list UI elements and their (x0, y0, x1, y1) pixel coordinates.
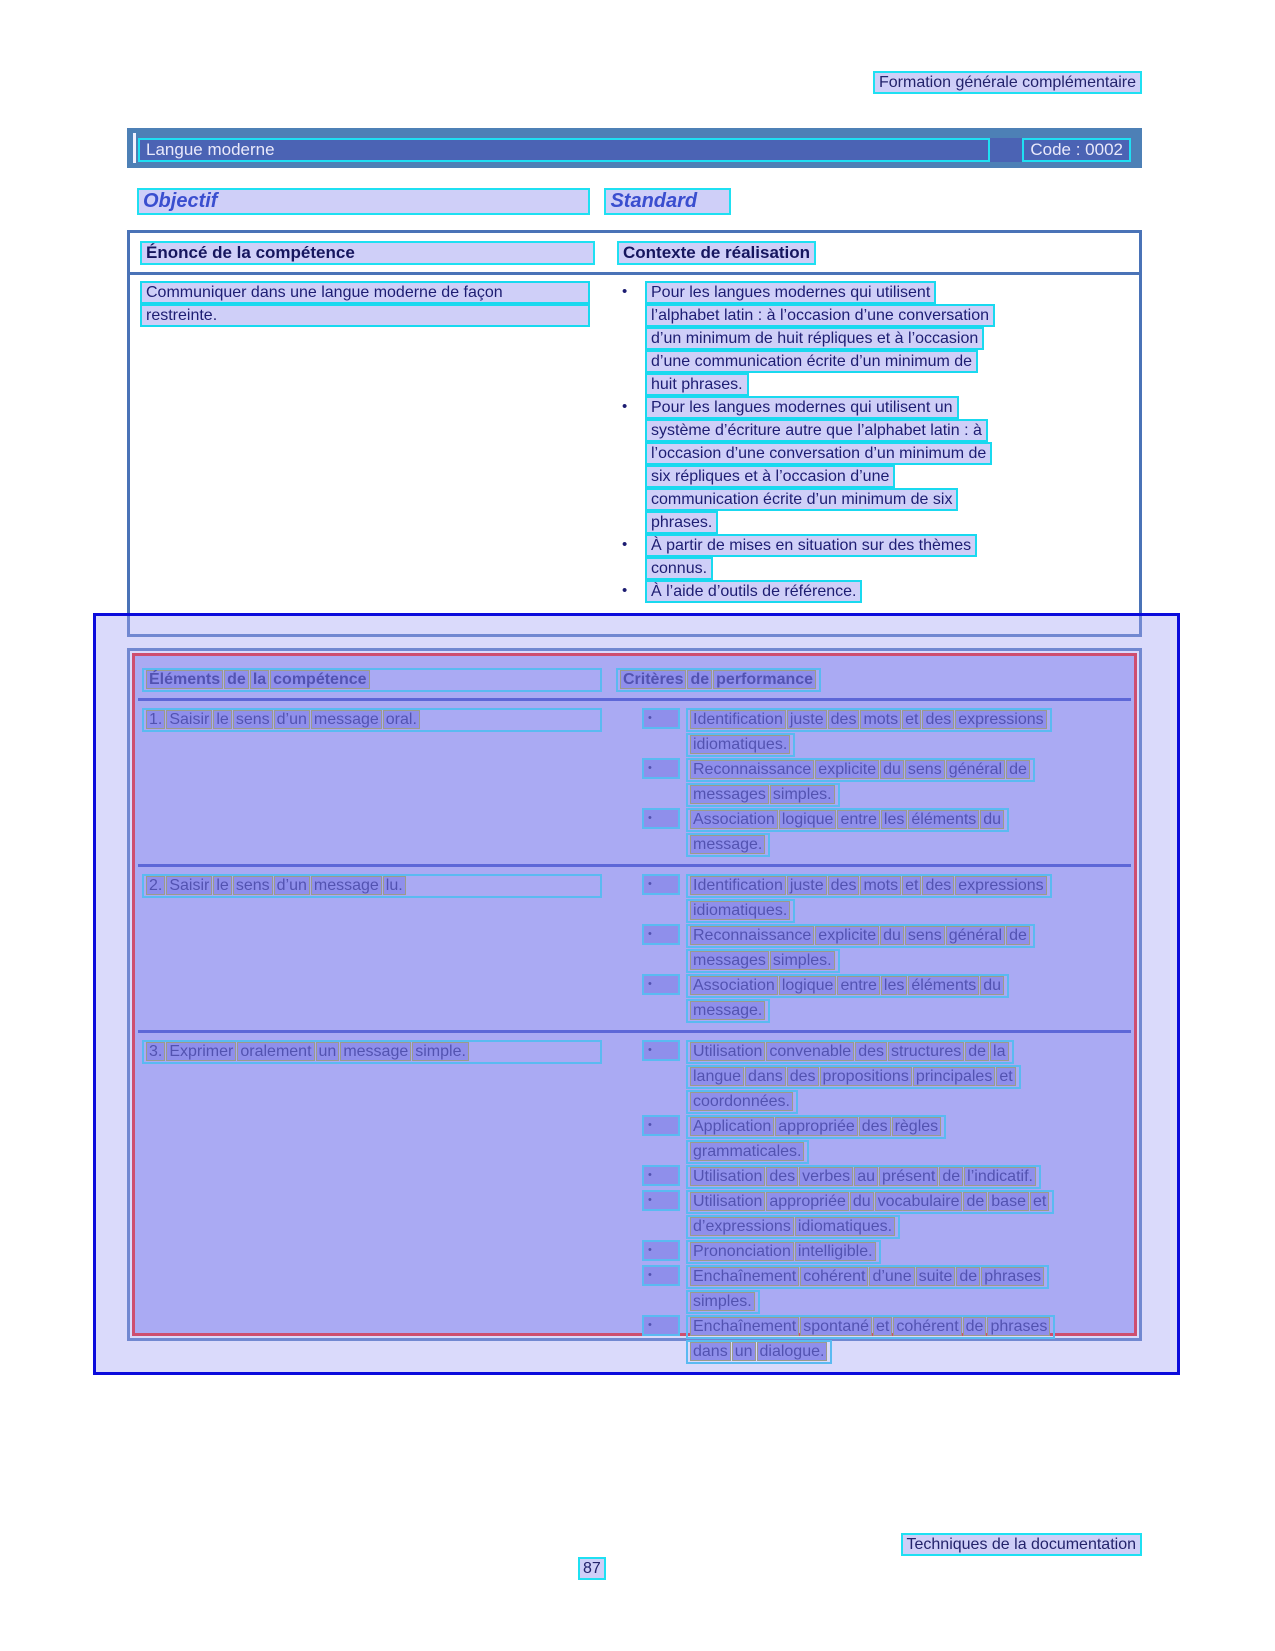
criteria-line-row (642, 1240, 1131, 1264)
word-highlight: structures (888, 1042, 964, 1061)
word-highlight: et (996, 1067, 1015, 1086)
word-highlight: Reconnaissance (690, 760, 814, 779)
line-highlight: huit phrases. (645, 373, 749, 396)
word-highlight: langue (690, 1067, 744, 1086)
line-highlight: l’alphabet latin : à l’occasion d’une conversation (645, 304, 995, 327)
line-highlight (686, 999, 770, 1023)
word-highlight: un (316, 1042, 340, 1061)
line-highlight (686, 1065, 1021, 1089)
elements-table-header (138, 659, 1131, 701)
line-highlight (686, 899, 795, 923)
word-highlight: propositions (820, 1067, 912, 1086)
bullet-marker: • (642, 758, 680, 779)
line-highlight (686, 1140, 809, 1164)
line-highlight: système d’écriture autre que l’alphabet latin : à (645, 419, 988, 442)
bullet-marker: • (642, 1265, 680, 1286)
criteria-line-row (642, 1290, 1131, 1314)
word-highlight: de (956, 1267, 980, 1286)
word-highlight: mots (860, 710, 901, 729)
statement-line-row (140, 304, 617, 327)
context-line-row (617, 419, 1139, 442)
running-header: Formation générale complémentaire (873, 71, 1142, 94)
criteria-line-row (642, 708, 1131, 732)
criteria-line-row (642, 1165, 1131, 1189)
t1-col2-header-cell (617, 241, 816, 265)
word-highlight: des (922, 876, 954, 895)
word-highlight: compétence (270, 670, 369, 689)
word-highlight: de (1006, 926, 1030, 945)
word-highlight: appropriée (766, 1192, 849, 1211)
element-cell (142, 874, 616, 1024)
bullet-marker: • (642, 1190, 680, 1211)
context-line-row (617, 442, 1139, 465)
word-highlight: grammaticales. (690, 1142, 804, 1161)
criteria-line-row (642, 1140, 1131, 1164)
line-highlight (686, 1340, 832, 1364)
bullet-marker: • (642, 708, 680, 729)
word-highlight: d’un (274, 710, 310, 729)
word-highlight: message (340, 1042, 411, 1061)
line-highlight (686, 1240, 881, 1264)
criteria-line-row (642, 1115, 1131, 1139)
word-highlight: expressions (955, 710, 1046, 729)
line-highlight: d’une communication écrite d’un minimum de (645, 350, 978, 373)
word-highlight: appropriée (775, 1117, 858, 1136)
word-highlight: idiomatiques. (690, 735, 790, 754)
criteria-line-row (642, 1040, 1131, 1064)
page-number: 87 (578, 1557, 606, 1580)
word-highlight: au (854, 1167, 878, 1186)
section-headings (137, 188, 731, 215)
word-highlight: de (939, 1167, 963, 1186)
word-highlight: dialogue. (757, 1342, 828, 1361)
word-highlight: règles (892, 1117, 942, 1136)
line-highlight (686, 733, 795, 757)
word-highlight: Identification (690, 710, 786, 729)
word-highlight: coordonnées. (690, 1092, 793, 1111)
criteria-cell (616, 1040, 1131, 1365)
word-highlight: et (873, 1317, 892, 1336)
word-highlight: cohérent (893, 1317, 961, 1336)
competence-table (127, 230, 1142, 637)
line-highlight (686, 1090, 798, 1114)
bullet-marker: • (642, 1115, 680, 1136)
word-highlight: éléments (908, 810, 979, 829)
word-highlight: Éléments (146, 670, 223, 689)
word-highlight: lu. (383, 876, 406, 895)
word-highlight: simples. (770, 951, 835, 970)
criteria-line-row (642, 1190, 1131, 1214)
word-highlight: base (988, 1192, 1029, 1211)
word-highlight: idiomatiques. (690, 901, 790, 920)
line-highlight (686, 949, 840, 973)
word-highlight: des (766, 1167, 798, 1186)
word-highlight: Association (690, 976, 778, 995)
word-highlight: simples. (770, 785, 835, 804)
word-highlight: dans (745, 1067, 786, 1086)
line-highlight: Pour les langues modernes qui utilisent (645, 281, 936, 304)
word-highlight: de (224, 670, 249, 689)
table-row (138, 1030, 1131, 1371)
word-highlight: un (732, 1342, 756, 1361)
word-highlight: le (213, 876, 231, 895)
word-highlight: Exprimer (166, 1042, 236, 1061)
word-highlight: Utilisation (690, 1042, 765, 1061)
line-highlight (686, 833, 770, 857)
word-highlight: Critères (620, 670, 686, 689)
word-highlight: d’un (274, 876, 310, 895)
t1-col1-header: Énoncé de la compétence (140, 241, 595, 265)
t2-col2-header-cell (616, 668, 1131, 692)
line-highlight (686, 1165, 1041, 1189)
bullet-marker: • (642, 924, 680, 945)
line-highlight (686, 758, 1035, 782)
competence-table-header (130, 233, 1139, 275)
bullet-marker: • (622, 536, 628, 553)
word-highlight: du (880, 760, 904, 779)
competence-table-body (130, 275, 1139, 603)
word-highlight: des (828, 710, 860, 729)
word-highlight: messages (690, 785, 769, 804)
context-line-row (617, 534, 1139, 557)
footer-text: Techniques de la documentation (901, 1533, 1143, 1556)
line-highlight (686, 974, 1009, 998)
bullet-marker: • (642, 808, 680, 829)
word-highlight: expressions (955, 876, 1046, 895)
line-highlight (142, 1040, 602, 1064)
line-highlight: À partir de mises en situation sur des thèmes (645, 534, 977, 557)
table-row (138, 701, 1131, 864)
criteria-line-row (642, 1340, 1131, 1364)
word-highlight: juste (787, 710, 827, 729)
line-highlight: Pour les langues modernes qui utilisent un (645, 396, 959, 419)
line-highlight: l’occasion d’une conversation d’un minimum de (645, 442, 992, 465)
context-line-row (617, 327, 1139, 350)
word-highlight: éléments (908, 976, 979, 995)
bullet-marker: • (642, 1315, 680, 1336)
line-highlight (686, 874, 1052, 898)
word-highlight: la (990, 1042, 1008, 1061)
word-highlight: simples. (690, 1292, 755, 1311)
word-highlight: spontané (800, 1317, 872, 1336)
word-highlight: message (311, 710, 382, 729)
word-highlight: suite (916, 1267, 956, 1286)
criteria-line-row (642, 974, 1131, 998)
statement-cell (130, 275, 617, 603)
word-highlight: Prononciation (690, 1242, 794, 1261)
line-highlight: communication écrite d’un minimum de six (645, 488, 958, 511)
bullet-marker: • (642, 974, 680, 995)
word-highlight: du (880, 926, 904, 945)
word-highlight: entre (837, 976, 879, 995)
word-highlight: juste (787, 876, 827, 895)
criteria-cell (616, 874, 1131, 1024)
line-highlight: À l’aide d’outils de référence. (645, 580, 862, 603)
word-highlight: de (963, 1192, 987, 1211)
word-highlight: 2. (146, 876, 165, 895)
word-highlight: simple. (412, 1042, 469, 1061)
word-highlight: sens (233, 710, 273, 729)
line-highlight (686, 808, 1009, 832)
word-highlight: des (855, 1042, 887, 1061)
criteria-line-row (642, 924, 1131, 948)
word-highlight: entre (837, 810, 879, 829)
word-highlight: oral. (383, 710, 420, 729)
word-highlight: sens (905, 760, 945, 779)
title-bar-inner (138, 138, 1131, 162)
heading-objectif: Objectif (137, 188, 590, 215)
word-highlight: Enchaînement (690, 1317, 799, 1336)
word-highlight: la (250, 670, 269, 689)
elements-table (127, 648, 1142, 1360)
line-highlight (142, 708, 602, 732)
word-highlight: explicite (815, 760, 879, 779)
word-highlight: Identification (690, 876, 786, 895)
word-highlight: idiomatiques. (795, 1217, 895, 1236)
context-line-row (617, 373, 1139, 396)
word-highlight: sens (905, 926, 945, 945)
word-highlight: général (946, 926, 1005, 945)
line-highlight (686, 1215, 900, 1239)
t2-col1-header (142, 668, 602, 692)
context-line-row (617, 465, 1139, 488)
word-highlight: Utilisation (690, 1192, 765, 1211)
line-highlight (686, 783, 840, 807)
title-bar (127, 128, 1142, 168)
word-highlight: du (850, 1192, 874, 1211)
context-line-row (617, 304, 1139, 327)
word-highlight: du (980, 976, 1004, 995)
line-highlight (686, 1290, 760, 1314)
word-highlight: de (687, 670, 712, 689)
word-highlight: convenable (766, 1042, 854, 1061)
word-highlight: cohérent (800, 1267, 868, 1286)
course-title: Langue moderne (138, 138, 990, 162)
line-highlight (686, 708, 1052, 732)
red-annotation-box (132, 653, 1137, 1360)
bullet-marker: • (622, 283, 628, 300)
criteria-line-row (642, 1215, 1131, 1239)
context-line-row (617, 281, 1139, 304)
context-cell (617, 275, 1139, 603)
word-highlight: le (213, 710, 231, 729)
criteria-line-row (642, 1315, 1131, 1339)
criteria-line-row (642, 783, 1131, 807)
word-highlight: et (902, 876, 921, 895)
word-highlight: et (902, 710, 921, 729)
word-highlight: message. (690, 1001, 765, 1020)
word-highlight: général (946, 760, 1005, 779)
line-highlight (686, 1040, 1014, 1064)
table-row (138, 864, 1131, 1030)
context-line-row (617, 557, 1139, 580)
criteria-line-row (642, 874, 1131, 898)
bullet-marker: • (642, 1240, 680, 1261)
criteria-line-row (642, 899, 1131, 923)
bullet-marker: • (622, 582, 628, 599)
criteria-line-row (642, 758, 1131, 782)
word-highlight: des (859, 1117, 891, 1136)
word-highlight: phrases (987, 1317, 1050, 1336)
word-highlight: logique (779, 810, 837, 829)
line-highlight: six répliques et à l’occasion d’une (645, 465, 895, 488)
word-highlight: de (965, 1042, 989, 1061)
word-highlight: d’une (869, 1267, 914, 1286)
line-highlight: Communiquer dans une langue moderne de façon (140, 281, 590, 304)
line-highlight (686, 1115, 946, 1139)
word-highlight: des (828, 876, 860, 895)
word-highlight: oralement (237, 1042, 314, 1061)
word-highlight: les (881, 810, 907, 829)
bullet-marker: • (642, 1165, 680, 1186)
word-highlight: messages (690, 951, 769, 970)
word-highlight: message (311, 876, 382, 895)
word-highlight: de (963, 1317, 987, 1336)
criteria-line-row (642, 999, 1131, 1023)
criteria-line-row (642, 1090, 1131, 1114)
word-highlight: verbes (799, 1167, 853, 1186)
word-highlight: Application (690, 1117, 774, 1136)
context-line-row (617, 580, 1139, 603)
word-highlight: les (881, 976, 907, 995)
word-highlight: l’indicatif. (964, 1167, 1036, 1186)
context-line-row (617, 488, 1139, 511)
t1-col2-header: Contexte de réalisation (617, 241, 816, 265)
bullet-marker: • (642, 1040, 680, 1061)
word-highlight: 1. (146, 710, 165, 729)
context-line-row (617, 396, 1139, 419)
title-bar-tick (133, 133, 136, 163)
elements-table-body (138, 701, 1131, 1371)
word-highlight: sens (233, 876, 273, 895)
line-highlight (686, 1190, 1054, 1214)
line-highlight: d’un minimum de huit répliques et à l’occasion (645, 327, 984, 350)
course-code: Code : 0002 (1022, 138, 1131, 162)
word-highlight: vocabulaire (875, 1192, 963, 1211)
line-highlight (686, 924, 1035, 948)
bullet-marker: • (622, 398, 628, 415)
word-highlight: 3. (146, 1042, 165, 1061)
word-highlight: des (922, 710, 954, 729)
word-highlight: présent (879, 1167, 938, 1186)
line-highlight: phrases. (645, 511, 718, 534)
t1-col1-header-cell (130, 241, 617, 265)
criteria-line-row (642, 949, 1131, 973)
word-highlight: Reconnaissance (690, 926, 814, 945)
criteria-line-row (642, 1265, 1131, 1289)
context-line-row (617, 350, 1139, 373)
context-line-row (617, 511, 1139, 534)
word-highlight: d’expressions (690, 1217, 794, 1236)
word-highlight: message. (690, 835, 765, 854)
statement-line-row (140, 281, 617, 304)
word-highlight: intelligible. (795, 1242, 876, 1261)
t2-col1-header-cell (142, 668, 616, 692)
word-highlight: Association (690, 810, 778, 829)
word-highlight: et (1030, 1192, 1049, 1211)
elements-table-content (138, 659, 1131, 1360)
element-cell (142, 708, 616, 858)
word-highlight: logique (779, 976, 837, 995)
criteria-cell (616, 708, 1131, 858)
word-highlight: du (980, 810, 1004, 829)
word-highlight: mots (860, 876, 901, 895)
line-highlight (686, 1265, 1049, 1289)
word-highlight: principales (913, 1067, 995, 1086)
word-highlight: Saisir (166, 710, 212, 729)
word-highlight: performance (713, 670, 816, 689)
word-highlight: phrases (981, 1267, 1044, 1286)
t2-col2-header (616, 668, 821, 692)
criteria-line-row (642, 833, 1131, 857)
heading-standard: Standard (604, 188, 731, 215)
word-highlight: Utilisation (690, 1167, 765, 1186)
criteria-line-row (642, 808, 1131, 832)
word-highlight: des (787, 1067, 819, 1086)
word-highlight: Enchaînement (690, 1267, 799, 1286)
element-cell (142, 1040, 616, 1365)
word-highlight: explicite (815, 926, 879, 945)
line-highlight: connus. (645, 557, 713, 580)
criteria-line-row (642, 733, 1131, 757)
criteria-line-row (642, 1065, 1131, 1089)
line-highlight (142, 874, 602, 898)
word-highlight: de (1006, 760, 1030, 779)
bullet-marker: • (642, 874, 680, 895)
word-highlight: dans (690, 1342, 731, 1361)
word-highlight: Saisir (166, 876, 212, 895)
line-highlight: restreinte. (140, 304, 590, 327)
line-highlight (686, 1315, 1055, 1339)
